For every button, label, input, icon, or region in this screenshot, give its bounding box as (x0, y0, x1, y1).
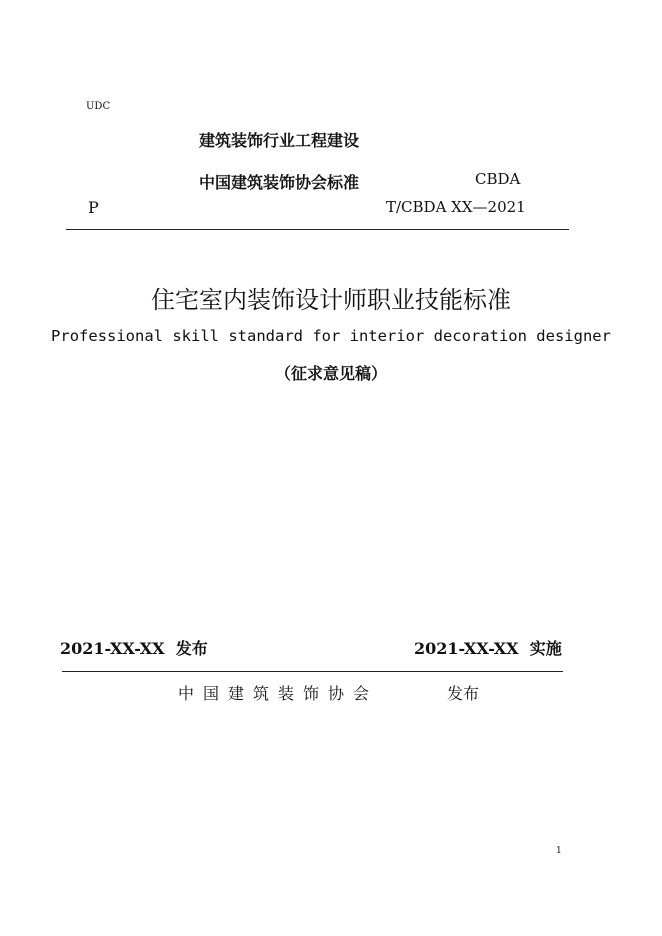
p-code: P (88, 198, 99, 217)
industry-line: 建筑装饰行业工程建设 (199, 131, 360, 150)
footer-divider (62, 671, 563, 672)
page-number: 1 (556, 846, 562, 856)
document-title: 住宅室内装饰设计师职业技能标准 (151, 286, 511, 314)
udc-label: UDC (86, 101, 111, 112)
association-standard-line: 中国建筑装饰协会标准 (199, 173, 360, 192)
header-divider (66, 229, 569, 230)
release-date: 2021-XX-XX 发布 (60, 639, 208, 658)
standard-number: T/CBDA XX—2021 (386, 198, 526, 216)
draft-note: （征求意见稿） (274, 364, 387, 383)
implementation-date: 2021-XX-XX 实施 (414, 639, 562, 658)
cbda-label: CBDA (475, 170, 521, 188)
issuer-name: 中国建筑装饰协会 (178, 684, 379, 703)
document-title-english: Professional skill standard for interior decoration designer (51, 327, 611, 345)
issued-label: 发布 (447, 684, 480, 703)
